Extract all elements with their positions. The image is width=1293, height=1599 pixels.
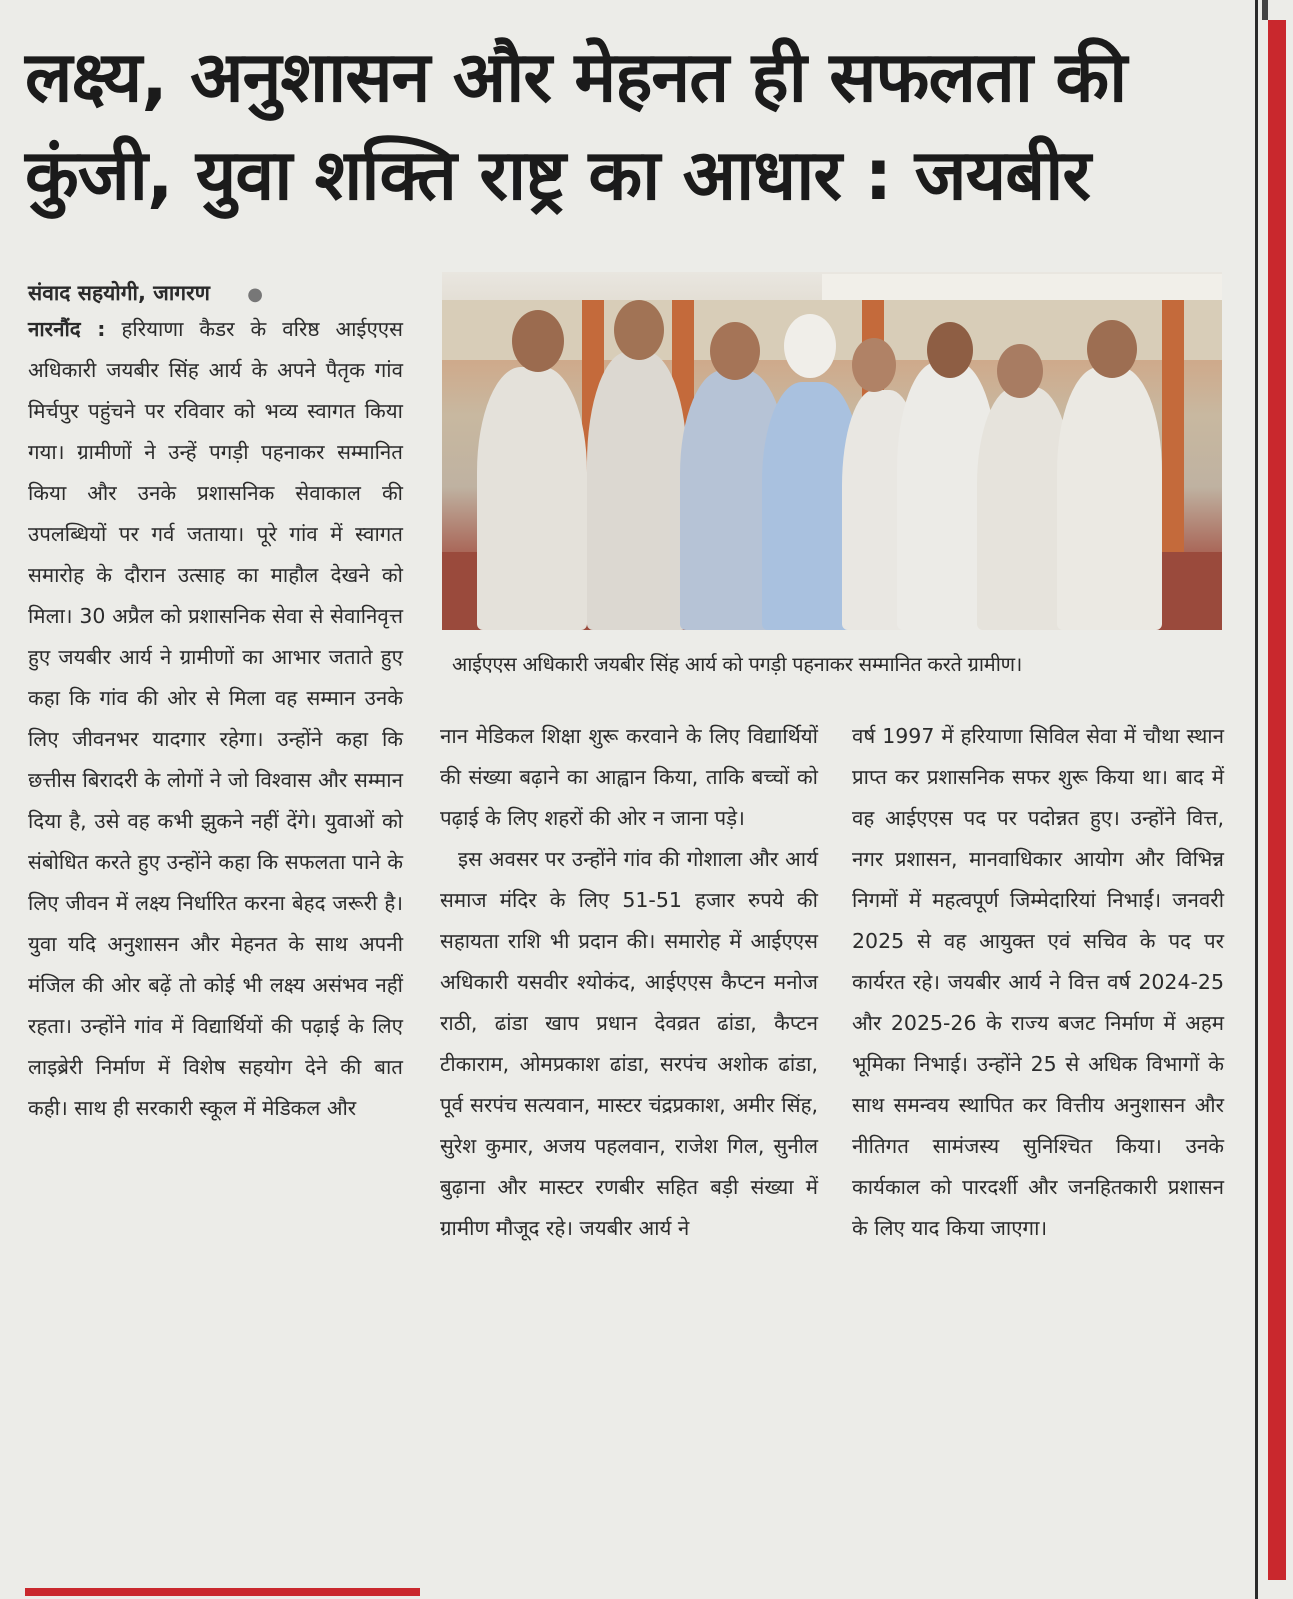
red-margin-strip (1268, 20, 1286, 1580)
column-1-body: हरियाणा कैडर के वरिष्ठ आईएएस अधिकारी जयबीर सिंह आर्य के अपने पैतृक गांव मिर्चपुर पहुंचने पर रविवार को भव्य स्वागत किया गया। ग्रामीणों ने उन्हें पगड़ी पहनाकर सम्मानित किया और उनके प्रशासनिक सेवाकाल की उपलब्धियों पर गर्व जताया। पूरे गांव में स्वागत समारोह के दौरान उत्साह का माहौल देखने को मिला। 30 अप्रैल को प्रशासनिक सेवा से सेवानिवृत्त हुए जयबीर आर्य ने ग्रामीणों का आभार जताते हुए कहा कि गांव की ओर से मिला वह सम्मान उनके लिए जीवनभर यादगार रहेगा। उन्होंने कहा कि छत्तीस बिरादरी के लोगों ने जो विश्वास और सम्मान दिया है, उसे वह कभी झुकने नहीं देंगे। युवाओं को संबोधित करते हुए उन्होंने कहा कि सफलता पाने के लिए जीवन में लक्ष्य निर्धारित करना बेहद जरूरी है। युवा यदि अनुशासन और मेहनत के साथ अपनी मंजिल की ओर बढ़ें तो कोई भी लक्ष्य असंभव नहीं रहता। उन्होंने गांव में विद्यार्थियों की पढ़ाई के लिए लाइब्रेरी निर्माण में विशेष सहयोग देने की बात कही। साथ ही सरकारी स्कूल में मेडिकल और (28, 317, 403, 1120)
byline (28, 277, 408, 311)
photo-person (587, 352, 687, 630)
dateline: नारनौंद : (28, 317, 106, 341)
photo-person (1057, 367, 1162, 630)
headline-line-2: कुंजी, युवा शक्ति राष्ट्र का आधार : जयबीर (25, 134, 1090, 216)
photo-person-head (997, 344, 1043, 398)
photo-turban (784, 314, 836, 378)
red-bottom-rule (25, 1588, 420, 1596)
column-2-paragraph-2: इस अवसर पर उन्होंने गांव की गोशाला और आर्य समाज मंदिर के लिए 51-51 हजार रुपये की सहायता राशि भी प्रदान की। समारोह में आईएएस अधिकारी यसवीर श्योकंद, आईएएस कैप्टन मनोज राठी, ढांडा खाप प्रधान देवव्रत ढांडा, कैप्टन टीकाराम, ओमप्रकाश ढांडा, सरपंच अशोक ढांडा, पूर्व सरपंच सत्यवान, मास्टर चंद्रप्रकाश, अमीर सिंह, सुरेश कुमार, अजय पहलवान, राजेश गिल, सुनील बुढ़ाना और मास्टर रणबीर सहित बड़ी संख्या में ग्रामीण मौजूद रहे। जयबीर आर्य ने (440, 847, 818, 1240)
news-photo (442, 272, 1222, 630)
photo-banner (822, 274, 1222, 300)
photo-person-head (710, 322, 760, 380)
photo-person-head (927, 322, 973, 378)
column-divider (1255, 0, 1258, 1599)
photo-person-head (512, 310, 564, 372)
photo-person-head (614, 300, 664, 360)
article-column-1 (28, 309, 403, 1129)
article-column-3: वर्ष 1997 में हरियाणा सिविल सेवा में चौथा स्थान प्राप्त कर प्रशासनिक सफर शुरू किया था। बाद में वह आईएएस पद पर पदोन्नत हुए। उन्होंने वित्त, नगर प्रशासन, मानवाधिकार आयोग और विभिन्न निगमों में महत्वपूर्ण जिम्मेदारियां निभाईं। जनवरी 2025 से वह आयुक्त एवं सचिव के पद पर कार्यरत रहे। जयबीर आर्य ने वित्त वर्ष 2024-25 और 2025-26 के राज्य बजट निर्माण में अहम भूमिका निभाई। उन्होंने 25 से अधिक विभागों के साथ समन्वय स्थापित कर वित्तीय अनुशासन और नीतिगत सामंजस्य सुनिश्चित किया। उनके कार्यकाल को पारदर्शी और जनहितकारी प्रशासन के लिए याद किया जाएगा। (852, 724, 1224, 1240)
photo-person-head (1087, 320, 1137, 378)
article-column-2 (440, 716, 818, 1249)
photo-person (477, 367, 587, 630)
photo-person-head (852, 338, 896, 392)
bullet-icon: ● (247, 284, 263, 305)
byline-text: संवाद सहयोगी, जागरण (28, 281, 210, 305)
photo-caption: आईएएस अधिकारी जयबीर सिंह आर्य को पगड़ी पहनाकर सम्मानित करते ग्रामीण। (452, 652, 1023, 676)
column-2-paragraph-1: नान मेडिकल शिक्षा शुरू करवाने के लिए विद्यार्थियों की संख्या बढ़ाने का आह्वान किया, ताकि बच्चों को पढ़ाई के लिए शहरों की ओर न जाना पड़े। (440, 724, 818, 830)
headline (25, 28, 1245, 224)
headline-line-1: लक्ष्य, अनुशासन और मेहनत ही सफलता की (25, 36, 1127, 118)
top-edge-mark (1262, 0, 1268, 20)
